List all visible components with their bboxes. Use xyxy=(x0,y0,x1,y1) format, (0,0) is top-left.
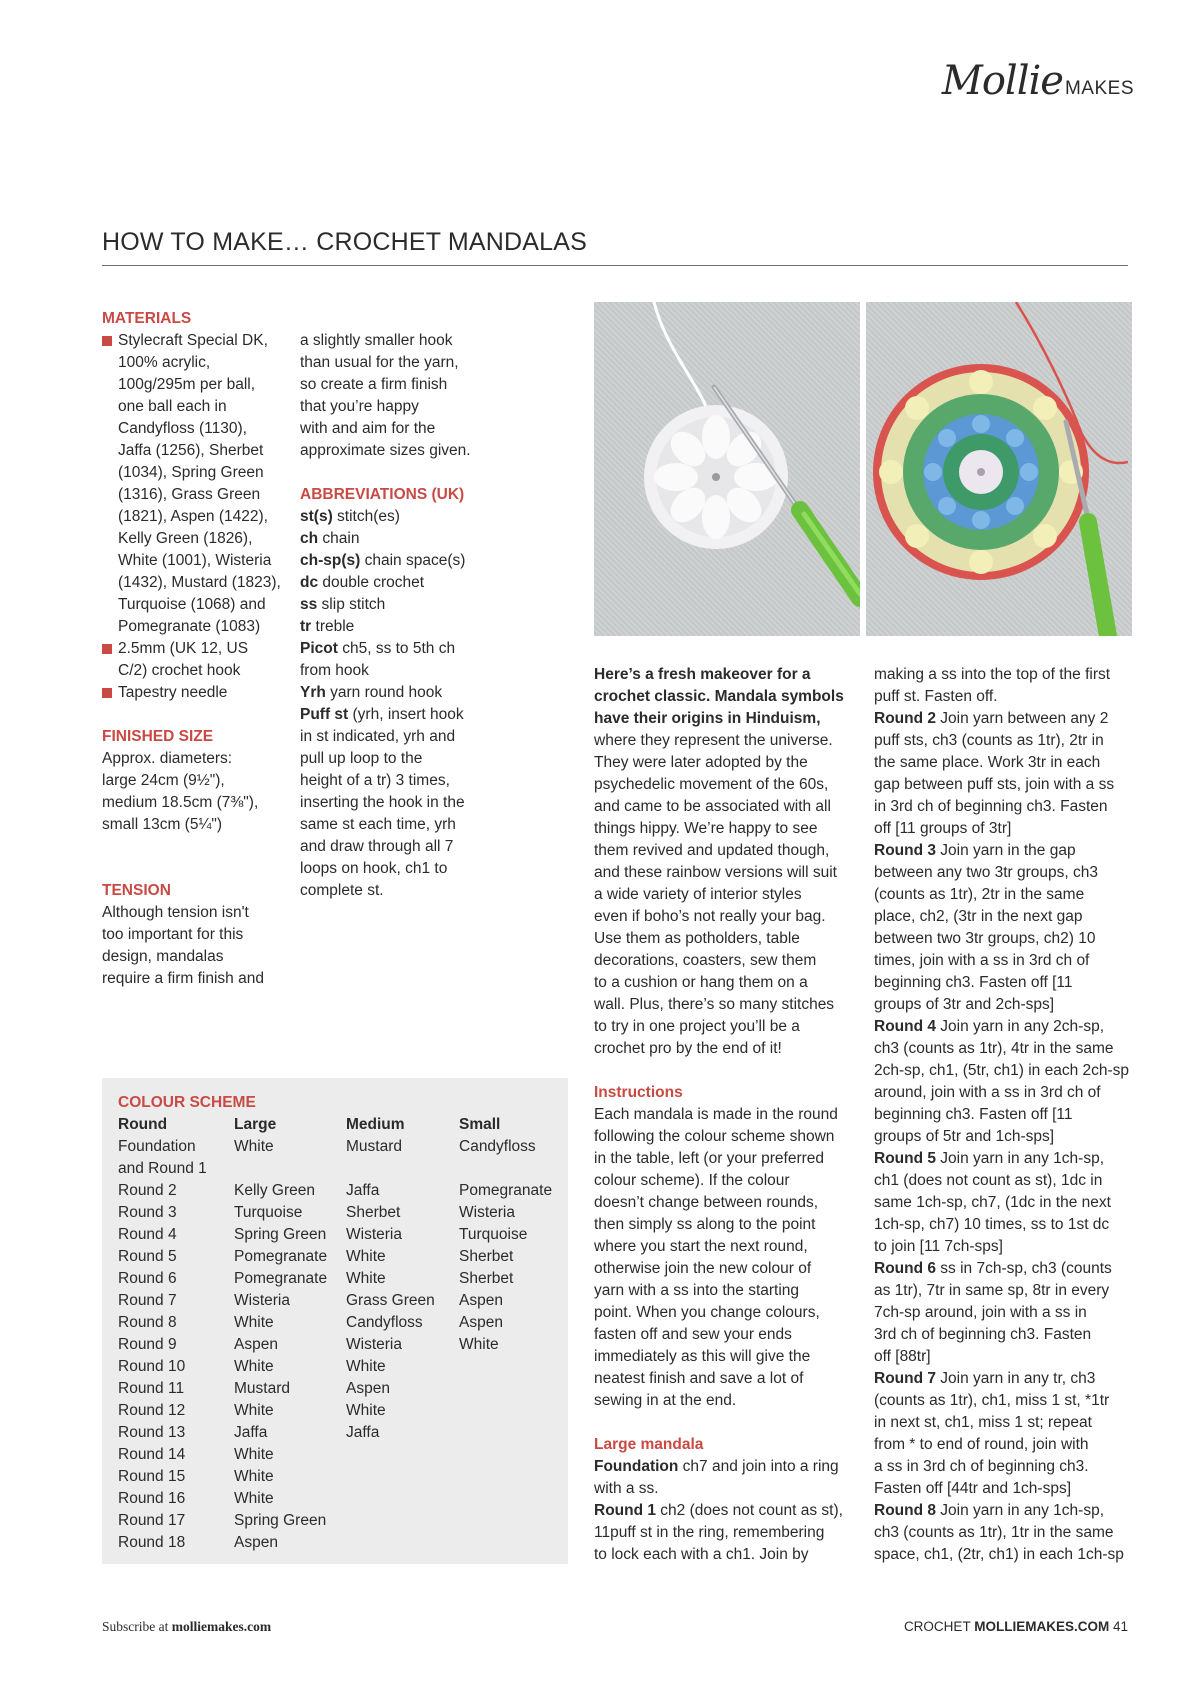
text-line: yarn with a ss into the starting xyxy=(594,1282,800,1299)
text-line: decorations, coasters, sew them xyxy=(594,952,817,969)
table-cell: Jaffa xyxy=(234,1424,268,1441)
materials-heading: MATERIALS xyxy=(102,310,192,327)
table-row xyxy=(118,1356,559,1378)
table-cell: White xyxy=(234,1402,274,1419)
table-cell: White xyxy=(234,1468,274,1485)
footer-subscribe xyxy=(102,1619,271,1635)
step-label: Foundation xyxy=(594,1458,679,1475)
text-line: height of a tr) 3 times, xyxy=(300,772,450,789)
column-2 xyxy=(300,330,500,902)
text-line: require a firm finish and xyxy=(102,970,264,987)
abbr-definition: chain space(s) xyxy=(360,552,466,569)
table-cell xyxy=(459,1488,559,1510)
text-line: in st indicated, yrh and xyxy=(300,728,456,745)
table-cell xyxy=(459,1422,559,1444)
step-label: Round 7 xyxy=(874,1370,936,1387)
footer-section: CROCHET xyxy=(903,1619,975,1634)
photo-white-circle xyxy=(594,302,860,636)
table-cell xyxy=(459,1532,559,1554)
column-1 xyxy=(102,308,282,990)
column-header: Medium xyxy=(346,1116,405,1133)
abbr-item xyxy=(300,572,500,594)
text-line: 11puff st in the ring, remembering xyxy=(594,1524,825,1541)
table-row xyxy=(118,1378,559,1400)
table-cell xyxy=(346,1444,459,1466)
column-3 xyxy=(594,664,862,1566)
table-cell: Spring Green xyxy=(234,1512,327,1529)
step-line xyxy=(594,1500,862,1522)
table-cell: White xyxy=(234,1446,274,1463)
text-line: They were later adopted by the xyxy=(594,754,808,771)
table-row xyxy=(118,1312,559,1334)
table-cell xyxy=(459,1378,559,1400)
text-line: then simply ss along to the point xyxy=(594,1216,816,1233)
table-cell: Round 15 xyxy=(118,1468,186,1485)
brand-logo-caps: MAKES xyxy=(1064,78,1134,99)
table-cell: Round 17 xyxy=(118,1512,186,1529)
text-line: colour scheme). If the colour xyxy=(594,1172,790,1189)
table-cell: Wisteria xyxy=(346,1336,402,1353)
photo-mandala xyxy=(866,302,1132,636)
text-line: (counts as 1tr), ch1, miss 1 st, *1tr xyxy=(874,1392,1110,1409)
text-line: Approx. diameters: xyxy=(102,750,233,767)
text-line: that you’re happy xyxy=(300,398,419,415)
text-line: Each mandala is made in the round xyxy=(594,1106,838,1123)
table-cell: Aspen xyxy=(234,1534,278,1551)
table-cell: White xyxy=(346,1402,386,1419)
text-line: in 3rd ch of beginning ch3. Fasten xyxy=(874,798,1108,815)
table-cell: Turquoise xyxy=(234,1204,303,1221)
text-line: to join [11 7ch-sps] xyxy=(874,1238,1003,1255)
table-row xyxy=(118,1466,559,1488)
abbr-definition: ch5, ss to 5th ch xyxy=(337,640,456,657)
footer-folio xyxy=(904,1619,1128,1634)
text-line: ch3 (counts as 1tr), 1tr in the same xyxy=(874,1524,1114,1541)
text-line: between any two 3tr groups, ch3 xyxy=(874,864,1099,881)
table-cell: Round 4 xyxy=(118,1226,177,1243)
table-cell: Round 7 xyxy=(118,1292,177,1309)
table-cell: White xyxy=(346,1248,386,1265)
puff-circle-icon xyxy=(594,302,860,636)
table-cell: Grass Green xyxy=(346,1292,435,1309)
table-cell: Round 6 xyxy=(118,1270,177,1287)
abbr-definition: treble xyxy=(311,618,355,635)
abbr-term: Puff st xyxy=(300,706,349,723)
table-cell xyxy=(346,1510,459,1532)
text-line: (counts as 1tr), 2tr in the same xyxy=(874,886,1085,903)
text-line: and these rainbow versions will suit xyxy=(594,864,837,881)
text-line: crochet pro by the end of it! xyxy=(594,1040,782,1057)
footer-site: MOLLIEMAKES.COM xyxy=(974,1619,1110,1634)
text-line: and came to be associated with all xyxy=(594,798,831,815)
text-line: approximate sizes given. xyxy=(300,442,471,459)
table-row xyxy=(118,1268,559,1290)
abbr-term: dc xyxy=(300,574,319,591)
abbr-item xyxy=(300,616,500,638)
footer-subscribe-prefix: Subscribe at xyxy=(102,1619,172,1634)
text-line: same st each time, yrh xyxy=(300,816,456,833)
instructions-heading: Instructions xyxy=(594,1084,683,1101)
table-cell: Round 9 xyxy=(118,1336,177,1353)
text-line: around, join with a ss in 3rd ch of xyxy=(874,1084,1101,1101)
text-line: off [88tr] xyxy=(874,1348,931,1365)
text-line: (1432), Mustard (1823), xyxy=(118,574,281,591)
table-row xyxy=(118,1510,559,1532)
tension-heading: TENSION xyxy=(102,882,171,899)
table-cell: Aspen xyxy=(459,1292,503,1309)
step-line xyxy=(874,840,1144,862)
table-cell: Round 18 xyxy=(118,1534,186,1551)
text-line: 3rd ch of beginning ch3. Fasten xyxy=(874,1326,1092,1343)
text-line: Although tension isn't xyxy=(102,904,249,921)
text-line: Turquoise (1068) and xyxy=(118,596,266,613)
text-line: White (1001), Wisteria xyxy=(118,552,272,569)
step-label: Round 3 xyxy=(874,842,936,859)
text-line: gap between puff sts, join with a ss xyxy=(874,776,1115,793)
text-line: in next st, ch1, miss 1 st; repeat xyxy=(874,1414,1092,1431)
text-line: groups of 3tr and 2ch-sps] xyxy=(874,996,1055,1013)
text-line: to try in one project you’ll be a xyxy=(594,1018,800,1035)
text-line: to lock each with a ch1. Join by xyxy=(594,1546,809,1563)
materials-item-hook xyxy=(102,638,282,682)
table-cell xyxy=(459,1158,559,1180)
table-header-row xyxy=(118,1114,559,1136)
table-cell: Round 14 xyxy=(118,1446,186,1463)
table-row xyxy=(118,1224,559,1246)
abbr-item xyxy=(300,682,500,704)
table-cell: Sherbet xyxy=(459,1248,514,1265)
table-cell: Foundation xyxy=(118,1138,196,1155)
abbr-item xyxy=(300,704,500,726)
step-text: Join yarn in any tr, ch3 xyxy=(936,1370,1096,1387)
materials-item-needle xyxy=(102,682,282,704)
text-line: C/2) crochet hook xyxy=(118,662,241,679)
text-line: them revived and updated though, xyxy=(594,842,830,859)
table-cell: Kelly Green xyxy=(234,1182,315,1199)
text-line: space, ch1, (2tr, ch1) in each 1ch-sp xyxy=(874,1546,1124,1563)
text-line: a slightly smaller hook xyxy=(300,332,453,349)
table-cell xyxy=(234,1158,346,1180)
table-cell: Turquoise xyxy=(459,1226,528,1243)
table-row xyxy=(118,1422,559,1444)
text-line: and draw through all 7 xyxy=(300,838,454,855)
table-cell: Round 3 xyxy=(118,1204,177,1221)
table-cell: Spring Green xyxy=(234,1226,327,1243)
table-cell: Jaffa xyxy=(346,1182,380,1199)
page-number: 41 xyxy=(1112,1619,1128,1634)
footer-subscribe-link[interactable]: molliemakes.com xyxy=(171,1619,272,1634)
text-line: too important for this xyxy=(102,926,244,943)
table-cell xyxy=(459,1400,559,1422)
text-line: where you start the next round, xyxy=(594,1238,808,1255)
text-line: in the table, left (or your preferred xyxy=(594,1150,825,1167)
table-row xyxy=(118,1180,559,1202)
text-line: Tapestry needle xyxy=(118,684,228,701)
abbr-term: ch xyxy=(300,530,319,547)
table-cell: Aspen xyxy=(459,1314,503,1331)
table-row xyxy=(118,1334,559,1356)
text-line: immediately as this will give the xyxy=(594,1348,811,1365)
table-cell: Round 2 xyxy=(118,1182,177,1199)
colour-scheme-panel xyxy=(102,1078,568,1564)
table-cell: Mustard xyxy=(346,1138,402,1155)
column-header: Small xyxy=(459,1116,501,1133)
text-line: small 13cm (5¼") xyxy=(102,816,223,833)
table-cell: Aspen xyxy=(346,1380,390,1397)
table-cell: Round 13 xyxy=(118,1424,186,1441)
text-line: Use them as potholders, table xyxy=(594,930,800,947)
colour-scheme-heading: COLOUR SCHEME xyxy=(118,1094,256,1111)
abbr-definition: (yrh, insert hook xyxy=(348,706,464,723)
text-line: off [11 groups of 3tr] xyxy=(874,820,1012,837)
column-header: Round xyxy=(118,1116,168,1133)
table-cell xyxy=(459,1444,559,1466)
table-cell: Round 16 xyxy=(118,1490,186,1507)
text-line: loops on hook, ch1 to xyxy=(300,860,448,877)
table-cell: Wisteria xyxy=(346,1226,402,1243)
text-line: following the colour scheme shown xyxy=(594,1128,835,1145)
colour-scheme-table xyxy=(118,1114,559,1554)
text-line: puff sts, ch3 (counts as 1tr), 2tr in xyxy=(874,732,1104,749)
text-line: large 24cm (9½"), xyxy=(102,772,225,789)
text-line: puff st. Fasten off. xyxy=(874,688,998,705)
table-cell: Wisteria xyxy=(459,1204,515,1221)
table-cell: White xyxy=(234,1138,274,1155)
step-text: Join yarn in any 1ch-sp, xyxy=(936,1150,1105,1167)
table-cell: Round 11 xyxy=(118,1380,185,1397)
table-cell: White xyxy=(234,1358,274,1375)
step-label: Round 2 xyxy=(874,710,936,727)
text-line: (1034), Spring Green xyxy=(118,464,264,481)
step-line xyxy=(874,708,1144,730)
text-line: between two 3tr groups, ch2) 10 xyxy=(874,930,1096,947)
abbr-term: Picot xyxy=(300,640,338,657)
brand-logo xyxy=(942,58,1134,104)
text-line: with a ss. xyxy=(594,1480,659,1497)
text-line: Stylecraft Special DK, xyxy=(118,332,268,349)
text-line: a ss in 3rd ch of beginning ch3. xyxy=(874,1458,1089,1475)
text-line: from * to end of round, join with xyxy=(874,1436,1089,1453)
text-line: ch1 (does not count as st), 1dc in xyxy=(874,1172,1103,1189)
step-label: Round 8 xyxy=(874,1502,936,1519)
table-row xyxy=(118,1400,559,1422)
table-cell: Round 10 xyxy=(118,1358,186,1375)
text-line: 1ch-sp, ch7) 10 times, ss to 1st dc xyxy=(874,1216,1110,1233)
table-row xyxy=(118,1444,559,1466)
table-cell: White xyxy=(459,1336,499,1353)
abbr-item xyxy=(300,506,500,528)
table-cell: Mustard xyxy=(234,1380,290,1397)
text-line: Pomegranate (1083) xyxy=(118,618,261,635)
table-row xyxy=(118,1136,559,1158)
text-line: to a cushion or hang them on a xyxy=(594,974,808,991)
text-line: inserting the hook in the xyxy=(300,794,465,811)
text-line: beginning ch3. Fasten off [11 xyxy=(874,1106,1073,1123)
abbr-definition: slip stitch xyxy=(317,596,386,613)
step-line xyxy=(874,1368,1144,1390)
step-label: Round 6 xyxy=(874,1260,936,1277)
table-cell xyxy=(346,1488,459,1510)
intro-bold-line: crochet classic. Mandala symbols xyxy=(594,688,844,705)
table-cell xyxy=(346,1466,459,1488)
table-cell: Jaffa xyxy=(346,1424,380,1441)
text-line: 2ch-sp, ch1, (5tr, ch1) in each 2ch-sp xyxy=(874,1062,1130,1079)
text-line: with and aim for the xyxy=(300,420,436,437)
text-line: 7ch-sp around, join with a ss in xyxy=(874,1304,1087,1321)
table-row xyxy=(118,1158,559,1180)
text-line: place, ch2, (3tr in the next gap xyxy=(874,908,1083,925)
abbr-item xyxy=(300,528,500,550)
mandala-icon xyxy=(866,302,1128,636)
step-text: ch7 and join into a ring xyxy=(678,1458,839,1475)
step-text: Join yarn in the gap xyxy=(936,842,1076,859)
text-line: fasten off and sew your ends xyxy=(594,1326,792,1343)
abbr-term: ss xyxy=(300,596,318,613)
step-line xyxy=(874,1258,1144,1280)
text-line: complete st. xyxy=(300,882,384,899)
abbr-definition: chain xyxy=(318,530,360,547)
text-line: beginning ch3. Fasten off [11 xyxy=(874,974,1073,991)
table-row xyxy=(118,1532,559,1554)
finished-size-heading: FINISHED SIZE xyxy=(102,728,214,745)
text-line: making a ss into the top of the first xyxy=(874,666,1111,683)
text-line: than usual for the yarn, xyxy=(300,354,459,371)
table-cell: Candyfloss xyxy=(346,1314,423,1331)
table-cell xyxy=(346,1158,459,1180)
abbr-term: Yrh xyxy=(300,684,326,701)
text-line: 2.5mm (UK 12, US xyxy=(118,640,249,657)
text-line: groups of 5tr and 1ch-sps] xyxy=(874,1128,1055,1145)
table-cell: White xyxy=(346,1358,386,1375)
text-line: ch3 (counts as 1tr), 4tr in the same xyxy=(874,1040,1114,1057)
step-line xyxy=(874,1016,1144,1038)
abbr-item xyxy=(300,550,500,572)
materials-item-yarn xyxy=(102,330,282,638)
text-line: from hook xyxy=(300,662,369,679)
table-cell xyxy=(459,1356,559,1378)
step-text: Join yarn in any 1ch-sp, xyxy=(936,1502,1105,1519)
abbr-term: ch-sp(s) xyxy=(300,552,361,569)
text-line: medium 18.5cm (7⅜"), xyxy=(102,794,259,811)
table-row xyxy=(118,1488,559,1510)
abbr-term: st(s) xyxy=(300,508,333,525)
column-header: Large xyxy=(234,1116,277,1133)
table-cell: Sherbet xyxy=(459,1270,514,1287)
text-line: times, join with a ss in 3rd ch of xyxy=(874,952,1090,969)
text-line: psychedelic movement of the 60s, xyxy=(594,776,829,793)
intro-bold-line: have their origins in Hinduism, xyxy=(594,710,821,727)
text-line: otherwise join the new colour of xyxy=(594,1260,812,1277)
brand-logo-script: Mollie xyxy=(941,58,1063,104)
abbr-item xyxy=(300,594,500,616)
column-4 xyxy=(874,664,1144,1566)
text-line: Candyfloss (1130), xyxy=(118,420,247,437)
table-cell xyxy=(346,1532,459,1554)
table-cell: Round 5 xyxy=(118,1248,177,1265)
table-cell: Aspen xyxy=(234,1336,278,1353)
text-line: design, mandalas xyxy=(102,948,224,965)
table-cell xyxy=(459,1466,559,1488)
text-line: (1316), Grass Green xyxy=(118,486,261,503)
table-cell: Pomegranate xyxy=(234,1270,328,1287)
step-text: ss in 7ch-sp, ch3 (counts xyxy=(936,1260,1112,1277)
text-line: Jaffa (1256), Sherbet xyxy=(118,442,264,459)
step-text: ch2 (does not count as st), xyxy=(656,1502,843,1519)
text-line: 100g/295m per ball, xyxy=(118,376,256,393)
abbr-definition: stitch(es) xyxy=(332,508,400,525)
text-line: where they represent the universe. xyxy=(594,732,833,749)
step-label: Round 4 xyxy=(874,1018,936,1035)
text-line: even if boho’s not really your bag. xyxy=(594,908,826,925)
intro-bold-line: Here’s a fresh makeover for a xyxy=(594,666,811,683)
table-cell: Round 8 xyxy=(118,1314,177,1331)
text-line: Fasten off [44tr and 1ch-sps] xyxy=(874,1480,1072,1497)
abbreviations-heading: ABBREVIATIONS (UK) xyxy=(300,486,465,503)
text-line: a wide variety of interior styles xyxy=(594,886,802,903)
text-line: neatest finish and save a lot of xyxy=(594,1370,804,1387)
text-line: 100% acrylic, xyxy=(118,354,211,371)
large-mandala-heading: Large mandala xyxy=(594,1436,704,1453)
table-cell: White xyxy=(234,1490,274,1507)
step-line xyxy=(874,1500,1144,1522)
table-row xyxy=(118,1246,559,1268)
table-cell: Pomegranate xyxy=(459,1182,553,1199)
table-cell: White xyxy=(234,1314,274,1331)
table-cell: Round 12 xyxy=(118,1402,186,1419)
text-line: (1821), Aspen (1422), xyxy=(118,508,268,525)
text-line: so create a firm finish xyxy=(300,376,448,393)
text-line: doesn’t change between rounds, xyxy=(594,1194,819,1211)
table-cell: Candyfloss xyxy=(459,1138,536,1155)
abbr-term: tr xyxy=(300,618,312,635)
text-line: pull up loop to the xyxy=(300,750,423,767)
text-line: same 1ch-sp, ch7, (1dc in the next xyxy=(874,1194,1111,1211)
step-line xyxy=(594,1456,862,1478)
abbr-definition: double crochet xyxy=(318,574,425,591)
table-cell: Sherbet xyxy=(346,1204,401,1221)
abbr-item xyxy=(300,638,500,660)
text-line: one ball each in xyxy=(118,398,227,415)
text-line: wall. Plus, there’s so many stitches xyxy=(594,996,835,1013)
step-text: Join yarn in any 2ch-sp, xyxy=(936,1018,1105,1035)
table-cell: White xyxy=(346,1270,386,1287)
text-line: Kelly Green (1826), xyxy=(118,530,253,547)
table-cell: Wisteria xyxy=(234,1292,290,1309)
text-line: the same place. Work 3tr in each xyxy=(874,754,1101,771)
abbr-definition: yarn round hook xyxy=(325,684,443,701)
step-line xyxy=(874,1148,1144,1170)
step-label: Round 5 xyxy=(874,1150,936,1167)
text-line: sewing in at the end. xyxy=(594,1392,737,1409)
table-row xyxy=(118,1290,559,1312)
table-cell xyxy=(459,1510,559,1532)
table-cell: Pomegranate xyxy=(234,1248,328,1265)
text-line: things hippy. We’re happy to see xyxy=(594,820,818,837)
table-cell: and Round 1 xyxy=(118,1160,207,1177)
text-line: as 1tr), 7tr in same sp, 8tr in every xyxy=(874,1282,1110,1299)
step-text: Join yarn between any 2 xyxy=(936,710,1109,727)
page-title: HOW TO MAKE… CROCHET MANDALAS xyxy=(102,228,1128,266)
text-line: point. When you change colours, xyxy=(594,1304,820,1321)
table-row xyxy=(118,1202,559,1224)
step-label: Round 1 xyxy=(594,1502,656,1519)
